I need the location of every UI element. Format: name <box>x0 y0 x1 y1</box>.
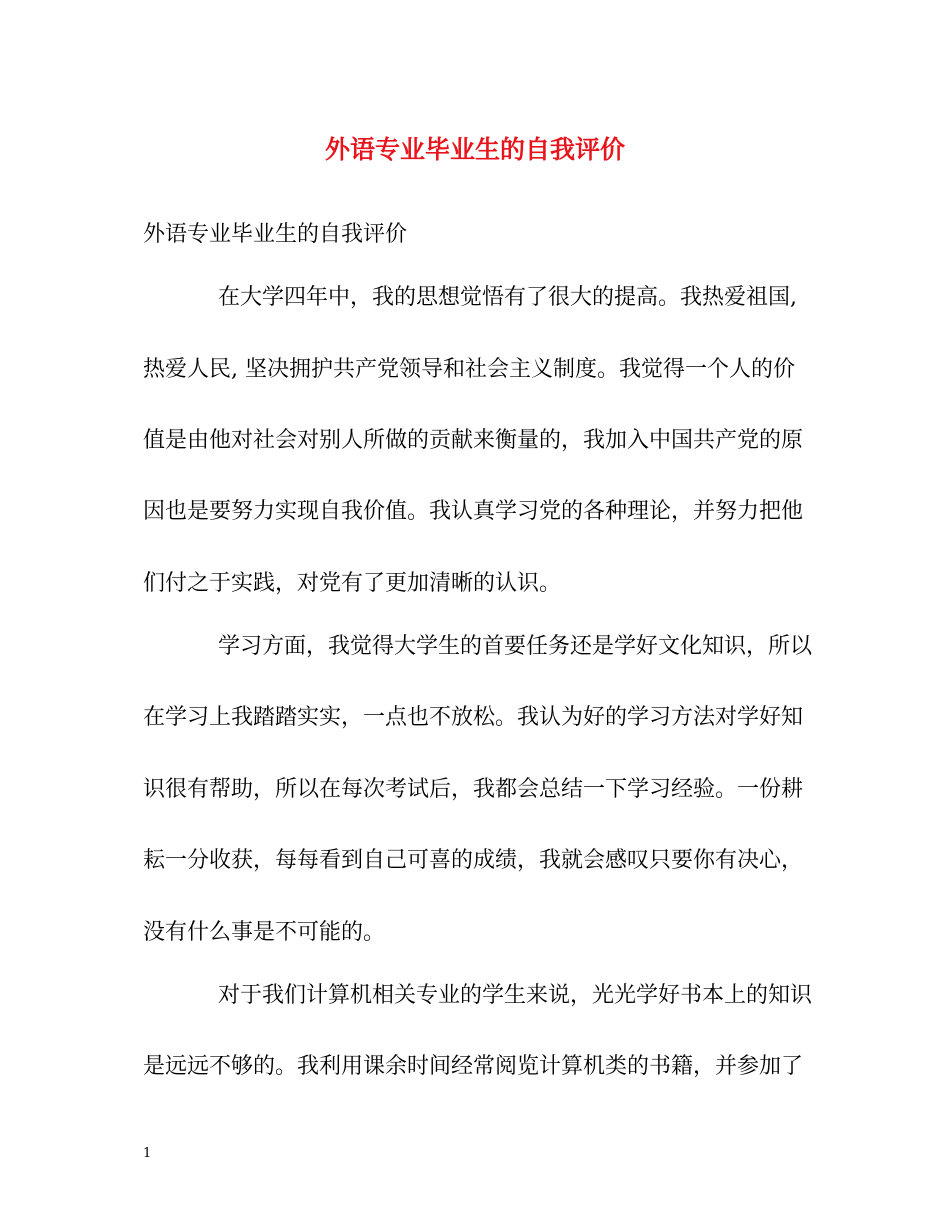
paragraph-2-line-4: 耘一分收获，每每看到自己可喜的成绩，我就会感叹只要你有决心， <box>143 848 804 873</box>
paragraph-1-line-3: 值是由他对社会对别人所做的贡献来衡量的，我加入中国共产党的原 <box>143 428 804 453</box>
paragraph-2-line-3: 识很有帮助，所以在每次考试后，我都会总结一下学习经验。一份耕 <box>143 777 804 802</box>
paragraph-3-line-2: 是远远不够的。我利用课余时间经常阅览计算机类的书籍，并参加了 <box>143 1054 804 1079</box>
page-number: 1 <box>143 1146 152 1161</box>
document-subtitle: 外语专业毕业生的自我评价 <box>143 222 408 247</box>
document-title: 外语专业毕业生的自我评价 <box>324 135 625 164</box>
paragraph-1-line-1: 在大学四年中，我的思想觉悟有了很大的提高。我热爱祖国, <box>218 285 797 310</box>
paragraph-2-line-5: 没有什么事是不可能的。 <box>143 920 386 945</box>
paragraph-3-line-1: 对于我们计算机相关专业的学生来说，光光学好书本上的知识 <box>218 983 813 1008</box>
paragraph-1-line-4: 因也是要努力实现自我价值。我认真学习党的各种理论，并努力把他 <box>143 499 804 524</box>
paragraph-1-line-2: 热爱人民, 坚决拥护共产党领导和社会主义制度。我觉得一个人的价 <box>143 357 795 382</box>
paragraph-2-line-1: 学习方面，我觉得大学生的首要任务还是学好文化知识，所以 <box>218 634 813 659</box>
paragraph-1-line-5: 们付之于实践，对党有了更加清晰的认识。 <box>143 571 562 596</box>
paragraph-2-line-2: 在学习上我踏踏实实，一点也不放松。我认为好的学习方法对学好知 <box>143 705 804 730</box>
